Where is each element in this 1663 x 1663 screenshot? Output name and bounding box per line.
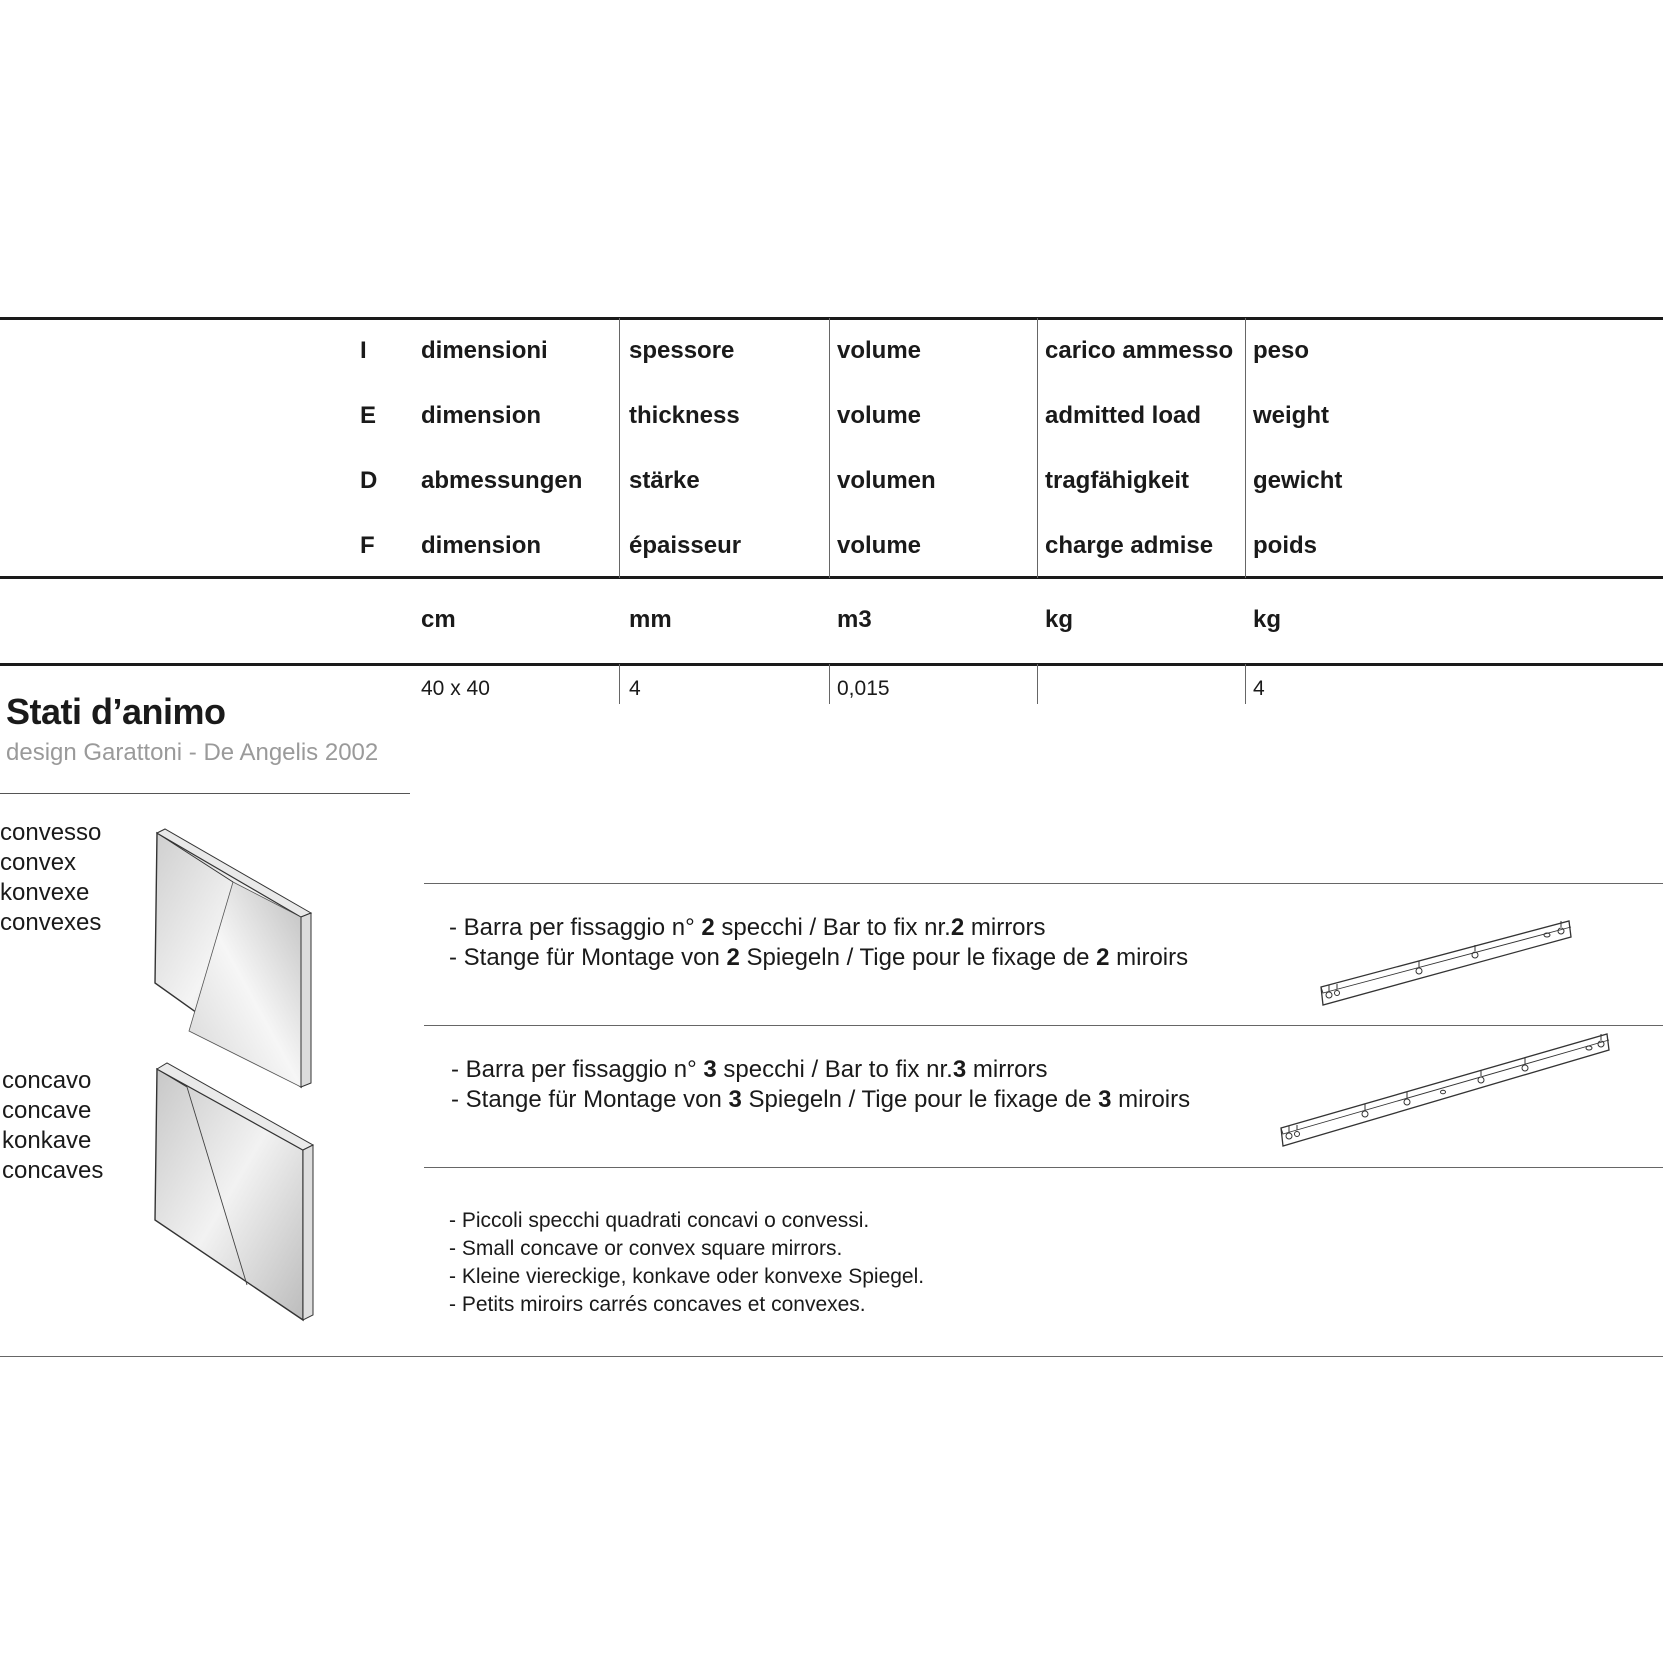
header-volume: volumen [837,467,936,494]
type-label: konkave [2,1127,92,1154]
column-divider [1245,318,1246,578]
header-dimensions: dimension [421,532,542,559]
language-code: I [360,337,367,364]
header-thickness: stärke [629,467,700,494]
two-mirror-bar-illustration [1315,915,1575,1015]
product-notes [449,1207,924,1319]
column-divider [619,664,620,704]
unit-dimensions: cm [421,606,456,633]
header-volume: volume [837,337,922,364]
type-label: convesso [0,819,102,846]
header-weight: poids [1253,532,1317,559]
header-thickness: spessore [629,337,735,364]
header-volume: volume [837,532,922,559]
bottom-rule [0,1356,1663,1357]
header-load: charge admise [1045,532,1214,559]
header-dimensions: dimension [421,402,542,429]
type-label: concaves [2,1157,104,1184]
value-weight: 4 [1253,677,1265,700]
accessory-3-mirrors-line-2: - Stange für Montage von 3 Spiegeln / Tige pour le fixage de 3 miroirs [451,1086,1191,1113]
unit-thickness: mm [629,606,672,633]
title-underline [0,793,410,794]
header-weight: peso [1253,337,1310,364]
type-label: convexes [0,909,102,936]
header-thickness: thickness [629,402,740,429]
accessory-rule-2 [424,1025,1663,1026]
product-designer: design Garattoni - De Angelis 2002 [6,739,379,766]
type-label: concavo [2,1067,92,1094]
type-label: concave [2,1097,92,1124]
note-line: - Piccoli specchi quadrati concavi o convessi. [449,1209,870,1232]
language-code: D [360,467,378,494]
accessory-3-mirrors-line-1: - Barra per fissaggio n° 3 specchi / Bar to fix nr.3 mirrors [451,1056,1048,1083]
header-dimensions: dimensioni [421,337,548,364]
note-line: - Small concave or convex square mirrors. [449,1237,843,1260]
note-line: - Petits miroirs carrés concaves et convexes. [449,1293,866,1316]
type-label: convex [0,849,77,876]
unit-load: kg [1045,606,1074,633]
language-code: F [360,532,375,559]
header-volume: volume [837,402,922,429]
concave-labels [2,1066,103,1186]
product-title: Stati d’animo [6,691,226,732]
header-weight: gewicht [1253,467,1343,494]
column-divider [1037,664,1038,704]
value-thickness: 4 [629,677,641,700]
header-thickness: épaisseur [629,532,742,559]
convex-labels [0,818,101,938]
unit-volume: m3 [837,606,872,633]
header-load: carico ammesso [1045,337,1234,364]
header-load: tragfähigkeit [1045,467,1190,494]
column-divider [619,318,620,578]
note-line: - Kleine viereckige, konkave oder konvexe Spiegel. [449,1265,925,1288]
accessory-2-mirrors-line-1: - Barra per fissaggio n° 2 specchi / Bar to fix nr.2 mirrors [449,914,1046,941]
unit-weight: kg [1253,606,1282,633]
concave-mirror-illustration [145,1055,320,1330]
type-label: konvexe [0,879,90,906]
value-volume: 0,015 [837,677,890,700]
table-top-rule [0,317,1663,320]
column-divider [829,664,830,704]
language-code: E [360,402,377,429]
header-dimensions: abmessungen [421,467,583,494]
header-load: admitted load [1045,402,1202,429]
units-bottom-rule [0,663,1663,666]
accessory-2-mirrors-line-2: - Stange für Montage von 2 Spiegeln / Tige pour le fixage de 2 miroirs [449,944,1189,971]
column-divider [829,318,830,578]
header-weight: weight [1253,402,1329,429]
header-bottom-rule [0,576,1663,579]
column-divider [1037,318,1038,578]
column-divider [1245,664,1246,704]
three-mirror-bar-illustration [1275,1030,1615,1150]
accessory-rule-3 [424,1167,1663,1168]
accessory-rule-1 [424,883,1663,884]
value-dimensions: 40 x 40 [421,677,490,700]
